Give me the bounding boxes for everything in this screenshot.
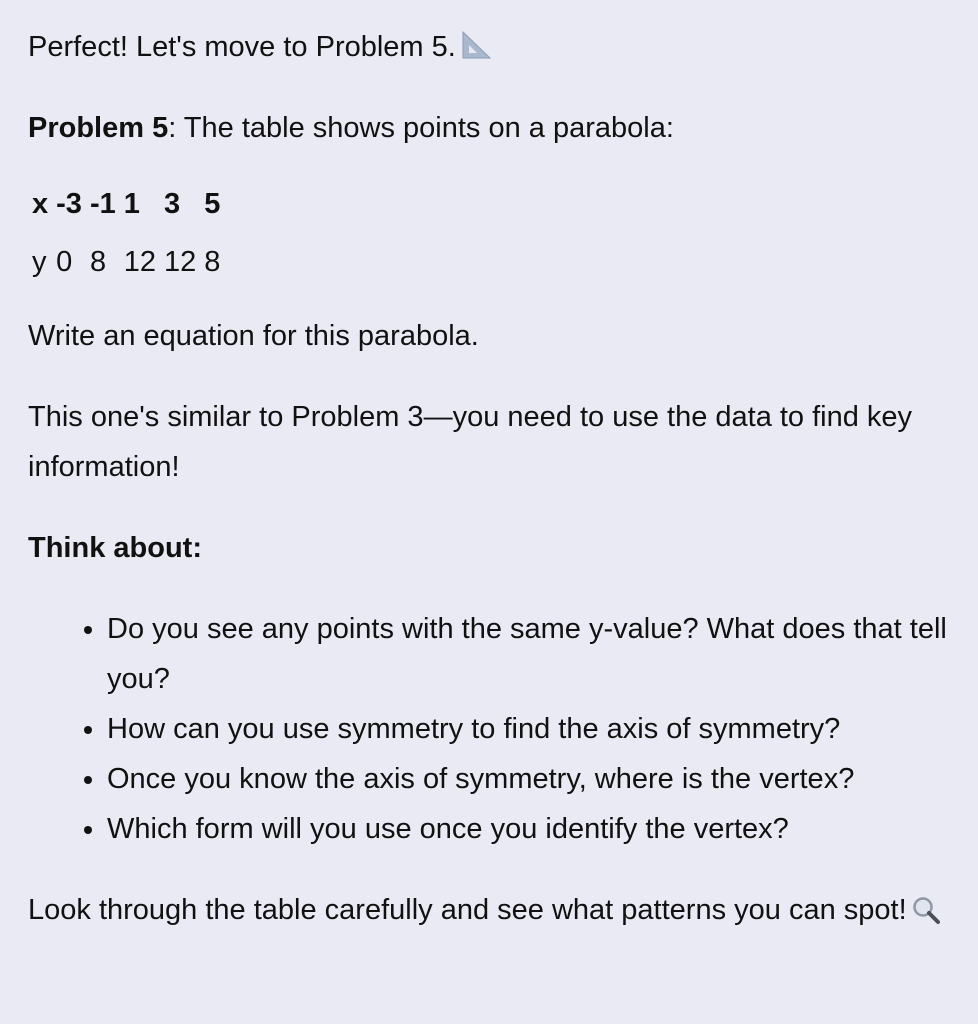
intro-paragraph [28,22,950,72]
think-about-label: Think about: [28,532,202,564]
problem-label: Problem 5 [28,112,169,144]
hint-paragraph: This one's similar to Problem 3—you need to use the data to find key information! [28,401,913,483]
list-item: • Which form will you use once you identify the vertex? [107,804,950,854]
table-cell: 12 [123,245,156,278]
table-cell: -1 [89,187,116,220]
triangular-ruler-icon [460,30,492,60]
table-cell: x [32,187,49,220]
table-cell: 1 [123,187,140,220]
table-cell: y [32,245,47,278]
problem-statement [28,103,950,153]
table-cell: 0 [56,245,73,278]
closing-text: Look through the table carefully and see what patterns you can spot! [28,894,907,926]
table-cell: 8 [204,245,221,278]
list-item: • Once you know the axis of symmetry, where is the vertex? [107,754,950,804]
closing-paragraph [28,885,950,935]
magnifying-glass-icon [911,895,941,925]
points-table [28,175,224,291]
table-cell: 12 [164,245,197,278]
table-header-row [28,175,224,233]
list-item: • How can you use symmetry to find the axis of symmetry? [107,704,950,754]
table-cell: -3 [56,187,82,220]
table-row [28,233,224,291]
question-list [28,604,950,854]
table-cell: 8 [89,245,107,278]
table-cell: 5 [204,187,221,220]
intro-text: Perfect! Let's move to Problem 5. [28,31,456,63]
table-cell: 3 [164,187,181,220]
list-item: • Do you see any points with the same y-value? What does that tell you? [107,604,950,704]
task-paragraph: Write an equation for this parabola. [28,320,479,352]
problem-text: : The table shows points on a parabola: [168,112,674,144]
